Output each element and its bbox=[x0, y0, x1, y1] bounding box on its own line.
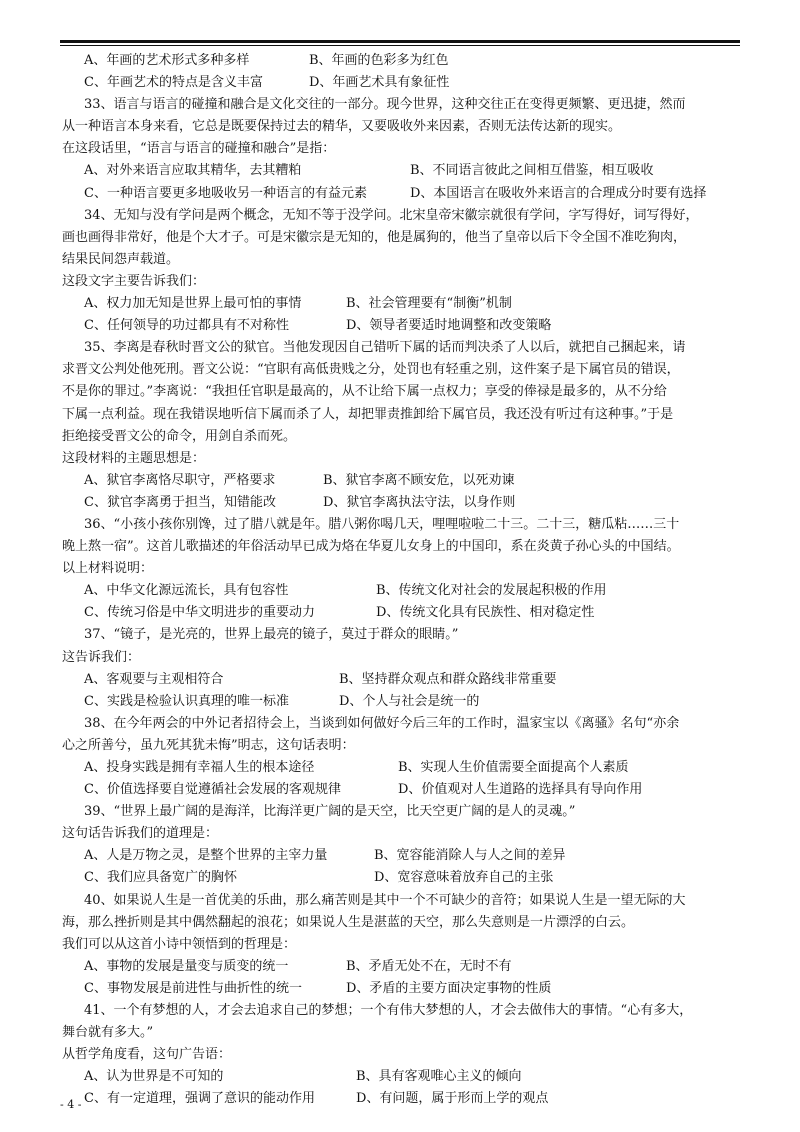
text-line: 结果民间怨声载道。 bbox=[62, 251, 180, 267]
option-text: C、我们应具备宽广的胸怀 bbox=[84, 870, 237, 886]
text-line: 41、一个有梦想的人，才会去追求自己的梦想；一个有伟大梦想的人，才会去做伟大的事情。“心有多大， bbox=[84, 1003, 693, 1019]
text-line: 这段材料的主题思想是： bbox=[62, 450, 206, 466]
text-line: 晚上熬一宿”。这首儿歌描述的年俗活动早已成为烙在华夏儿女身上的中国印，系在炎黄子孙心头的中国结。 bbox=[62, 539, 680, 555]
option-row bbox=[62, 602, 742, 624]
option-text: D、领导者要适时地调整和改变策略 bbox=[346, 318, 552, 334]
option-row bbox=[62, 315, 742, 337]
option-text: C、一种语言要更多地吸收另一种语言的有益元素 bbox=[84, 185, 367, 201]
option-text: C、价值选择要自觉遵循社会发展的客观规律 bbox=[84, 782, 341, 798]
option-text: B、不同语言彼此之间相互借鉴，相互吸收 bbox=[410, 163, 654, 179]
text-line: 以上材料说明： bbox=[62, 561, 154, 577]
option-text: A、中华文化源远流长，具有包容性 bbox=[84, 583, 289, 599]
option-row bbox=[62, 956, 742, 978]
option-row bbox=[62, 845, 742, 867]
option-text: D、传统文化具有民族性、相对稳定性 bbox=[376, 605, 595, 621]
option-row bbox=[62, 1088, 742, 1110]
text-line: 拒绝接受晋文公的命令，用剑自杀而死。 bbox=[62, 428, 297, 444]
text-line: 心之所善兮，虽九死其犹未悔”明志，这句话表明： bbox=[62, 737, 355, 753]
option-text: D、狱官李离执法守法，以身作则 bbox=[323, 494, 516, 510]
text-line: 画也画得非常好，他是个大才子。可是宋徽宗是无知的，他是属狗的，他当了皇帝以后下令全国不准吃狗肉， bbox=[62, 229, 687, 245]
option-text: D、矛盾的主要方面决定事物的性质 bbox=[346, 980, 552, 996]
option-text: D、宽容意味着放弃自己的主张 bbox=[374, 870, 554, 886]
text-line: 这段文字主要告诉我们： bbox=[62, 273, 206, 289]
option-text: A、人是万物之灵，是整个世界的主宰力量 bbox=[84, 848, 328, 864]
option-text: C、狱官李离勇于担当，知错能改 bbox=[84, 494, 276, 510]
option-text: A、狱官李离恪尽职守，严格要求 bbox=[84, 472, 276, 488]
option-text: C、实践是检验认识真理的唯一标准 bbox=[84, 693, 289, 709]
option-text: D、个人与社会是统一的 bbox=[339, 693, 480, 709]
text-line: 39、“世界上最广阔的是海洋，比海洋更广阔的是天空，比天空更广阔的是人的灵魂。” bbox=[84, 804, 576, 820]
option-text: B、坚持群众观点和群众路线非常重要 bbox=[339, 671, 557, 687]
text-line: 34、无知与没有学问是两个概念，无知不等于没学问。北宋皇帝宋徽宗就很有学问，字写得好，词写得好， bbox=[84, 207, 699, 223]
option-row bbox=[62, 978, 742, 1000]
option-text: C、年画艺术的特点是含义丰富 bbox=[84, 75, 263, 91]
option-row bbox=[62, 867, 742, 889]
text-line: 40、如果说人生是一首优美的乐曲，那么痛苦则是其中一个不可缺少的音符；如果说人生是一望无际的大 bbox=[84, 892, 686, 908]
option-row bbox=[62, 691, 742, 713]
option-text: D、价值观对人生道路的选择具有导向作用 bbox=[398, 782, 643, 798]
option-text: A、对外来语言应取其精华，去其糟粕 bbox=[84, 163, 302, 179]
option-text: A、年画的艺术形式多种多样 bbox=[84, 53, 250, 68]
option-text: D、本国语言在吸收外来语言的合理成分时要有选择 bbox=[410, 185, 707, 201]
text-line: 35、李离是春秋时晋文公的狱官。当他发现因自己错听下属的话而判决杀了人以后，就把自己捆起来，请 bbox=[84, 340, 686, 356]
text-line: 36、“小孩小孩你别馋，过了腊八就是年。腊八粥你喝几天，哩哩啦啦二十三。二十三，糖瓜粘……三十 bbox=[84, 516, 680, 532]
option-text: A、认为世界是不可知的 bbox=[84, 1069, 224, 1085]
text-line: 下属一点利益。现在我错误地听信下属而杀了人，却把罪责推卸给下属官员，我还没有听过有这种事。”于是 bbox=[62, 406, 674, 422]
option-text: B、具有客观唯心主义的倾向 bbox=[356, 1069, 522, 1085]
option-row bbox=[62, 757, 742, 779]
text-line: 这句话告诉我们的道理是： bbox=[62, 826, 219, 842]
option-text: C、传统习俗是中华文明进步的重要动力 bbox=[84, 605, 315, 621]
exam-page-content bbox=[62, 50, 742, 1111]
option-text: B、实现人生价值需要全面提高个人素质 bbox=[398, 760, 629, 775]
option-text: B、传统文化对社会的发展起积极的作用 bbox=[376, 583, 607, 599]
text-line: 海，那么挫折则是其中偶然翻起的浪花；如果说人生是湛蓝的天空，那么失意则是一片漂浮的白云。 bbox=[62, 914, 635, 930]
option-row bbox=[62, 1066, 742, 1088]
text-line: 37、“镜子，是光亮的，世界上最亮的镜子，莫过于群众的眼睛。” bbox=[84, 627, 459, 643]
option-row bbox=[62, 580, 742, 602]
option-text: B、狱官李离不顾安危，以死劝谏 bbox=[323, 472, 515, 488]
option-text: B、宽容能消除人与人之间的差异 bbox=[374, 848, 566, 864]
text-line: 不是你的罪过。”李离说：“我担任官职是最高的，从不让给下属一点权力；享受的俸禄是最多的，从不分给 bbox=[62, 384, 667, 400]
option-text: A、客观要与主观相符合 bbox=[84, 671, 224, 687]
option-text: B、矛盾无处不在，无时不有 bbox=[346, 958, 512, 974]
option-row bbox=[62, 669, 742, 691]
text-line: 38、在今年两会的中外记者招待会上，当谈到如何做好今后三年的工作时，温家宝以《离骚》名句“亦余 bbox=[84, 715, 680, 731]
option-row bbox=[62, 160, 742, 182]
option-text: C、任何领导的功过都具有不对称性 bbox=[84, 318, 289, 334]
option-text: A、投身实践是拥有幸福人生的根本途径 bbox=[84, 760, 315, 775]
text-line: 我们可以从这首小诗中领悟到的哲理是： bbox=[62, 936, 297, 952]
option-row bbox=[62, 50, 742, 72]
page-number: - 4 - bbox=[60, 1098, 82, 1111]
text-line: 这告诉我们： bbox=[62, 649, 141, 665]
option-text: D、年画艺术具有象征性 bbox=[309, 75, 450, 91]
option-text: B、年画的色彩多为红色 bbox=[309, 53, 449, 68]
text-line: 从一种语言本身来看，它总是既要保持过去的精华，又要吸收外来因素，否则无法传达新的现实。 bbox=[62, 119, 622, 135]
option-row bbox=[62, 72, 742, 94]
text-line: 舞台就有多大。” bbox=[62, 1025, 154, 1041]
option-row bbox=[62, 492, 742, 514]
header-rule-thin bbox=[60, 45, 740, 46]
option-text: B、社会管理要有“制衡”机制 bbox=[346, 296, 512, 312]
option-text: A、事物的发展是量变与质变的统一 bbox=[84, 958, 289, 974]
text-line: 33、语言与语言的碰撞和融合是文化交往的一部分。现今世界，这种交往正在变得更频繁、更迅捷，然而 bbox=[84, 97, 686, 113]
option-row bbox=[62, 470, 742, 492]
option-text: C、事物发展是前进性与曲折性的统一 bbox=[84, 980, 302, 996]
option-row bbox=[62, 293, 742, 315]
option-row bbox=[62, 183, 742, 205]
option-text: A、权力加无知是世界上最可怕的事情 bbox=[84, 296, 302, 312]
header-rule-thick bbox=[60, 40, 740, 43]
option-text: C、有一定道理，强调了意识的能动作用 bbox=[84, 1091, 315, 1107]
option-row bbox=[62, 779, 742, 801]
text-line: 从哲学角度看，这句广告语： bbox=[62, 1047, 232, 1063]
option-text: D、有问题，属于形而上学的观点 bbox=[356, 1091, 549, 1107]
text-line: 求晋文公判处他死刑。晋文公说：“官职有高低贵贱之分，处罚也有轻重之别，这件案子是下属官员的错误， bbox=[62, 362, 680, 378]
text-line: 在这段话里，“语言与语言的碰撞和融合”是指： bbox=[62, 141, 336, 157]
